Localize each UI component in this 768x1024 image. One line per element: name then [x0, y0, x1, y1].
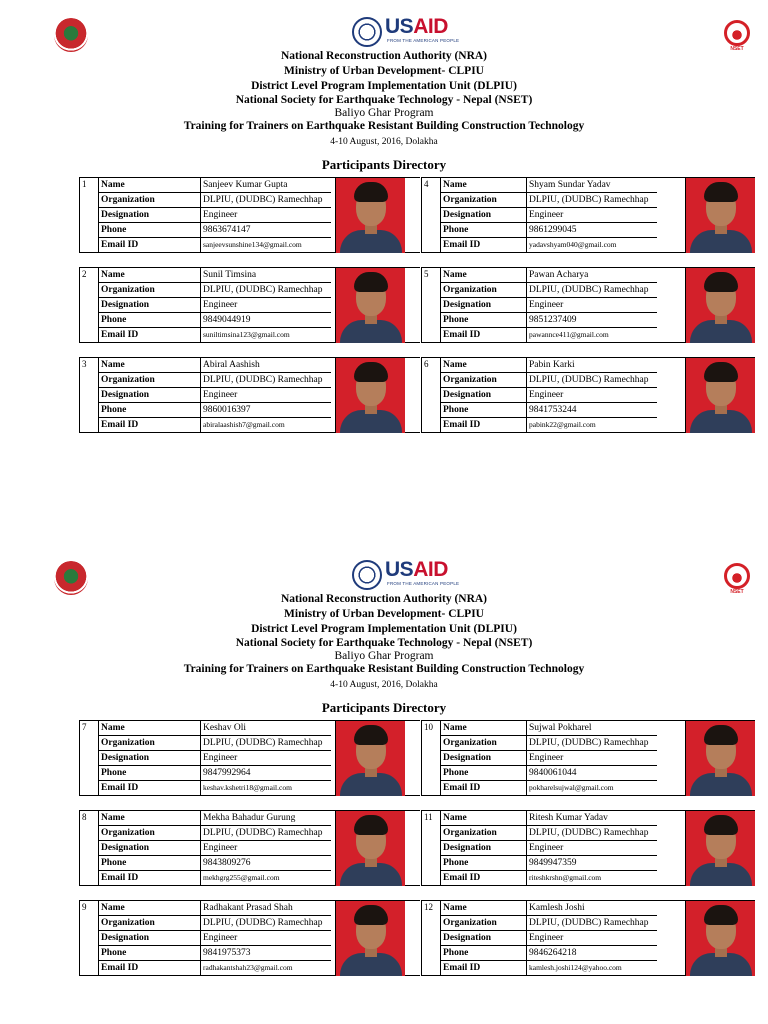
- header-line-dlpiu: District Level Program Implementation Unit (DLPIU): [251, 80, 517, 92]
- label-designation: Designation: [99, 931, 201, 945]
- participant-phone: 9849044919: [203, 315, 251, 325]
- label-designation: Designation: [441, 298, 527, 312]
- participant-organization: DLPIU, (DUDBC) Ramechhap: [203, 285, 323, 295]
- participant-card: [79, 357, 420, 433]
- header-line-nset: National Society for Earthquake Technology - Nepal (NSET): [235, 637, 533, 649]
- label-name: Name: [441, 358, 527, 372]
- label-organization: Organization: [99, 283, 201, 297]
- participant-card: [421, 720, 755, 796]
- row-organization: [441, 826, 657, 841]
- participant-email: kamlesh.joshi124@yahoo.com: [529, 963, 622, 972]
- participant-organization: DLPIU, (DUDBC) Ramechhap: [529, 195, 649, 205]
- label-name: Name: [99, 178, 201, 192]
- label-organization: Organization: [99, 826, 201, 840]
- participant-number: 1: [79, 178, 99, 253]
- participant-card: [79, 267, 420, 343]
- label-organization: Organization: [441, 373, 527, 387]
- usaid-logo-icon: [352, 15, 460, 48]
- label-phone: Phone: [441, 223, 527, 237]
- participant-designation: Engineer: [529, 390, 564, 400]
- participant-designation: Engineer: [529, 753, 564, 763]
- participant-card: [421, 900, 755, 976]
- directory-page-1: [0, 0, 768, 490]
- label-email: Email ID: [99, 238, 201, 253]
- row-organization: [99, 373, 331, 388]
- label-organization: Organization: [441, 826, 527, 840]
- participant-phone: 9851237409: [529, 315, 577, 325]
- label-organization: Organization: [441, 283, 527, 297]
- row-name: [441, 268, 657, 283]
- participant-card: [421, 177, 755, 253]
- label-name: Name: [99, 268, 201, 282]
- row-organization: [441, 916, 657, 931]
- label-email: Email ID: [99, 781, 201, 796]
- participant-photo: [685, 178, 755, 253]
- row-email: [441, 871, 657, 886]
- participant-name: Sujwal Pokharel: [529, 723, 592, 733]
- participant-email: mekhgrg255@gmail.com: [203, 873, 280, 882]
- participant-number: 2: [79, 268, 99, 343]
- label-phone: Phone: [441, 946, 527, 960]
- participant-designation: Engineer: [203, 300, 238, 310]
- participant-number: 3: [79, 358, 99, 433]
- header-line-nra: National Reconstruction Authority (NRA): [280, 593, 488, 605]
- usaid-wordmark: USAID: [385, 558, 448, 581]
- row-designation: [441, 388, 657, 403]
- participant-card: [421, 267, 755, 343]
- participant-organization: DLPIU, (DUDBC) Ramechhap: [203, 738, 323, 748]
- participant-name: Pabin Karki: [529, 360, 575, 370]
- row-email: [99, 781, 331, 796]
- label-designation: Designation: [99, 298, 201, 312]
- participant-number: 6: [421, 358, 441, 433]
- label-organization: Organization: [441, 736, 527, 750]
- usaid-logo-icon: [352, 558, 460, 591]
- row-designation: [99, 841, 331, 856]
- participant-name: Shyam Sundar Yadav: [529, 180, 611, 190]
- directory-page-2: [0, 543, 768, 1024]
- participant-card: [421, 357, 755, 433]
- label-email: Email ID: [99, 961, 201, 976]
- row-email: [99, 238, 331, 253]
- row-email: [441, 328, 657, 343]
- label-name: Name: [441, 721, 527, 735]
- row-name: [99, 901, 331, 916]
- participant-organization: DLPIU, (DUDBC) Ramechhap: [203, 195, 323, 205]
- label-phone: Phone: [441, 856, 527, 870]
- participant-designation: Engineer: [203, 210, 238, 220]
- row-email: [99, 961, 331, 976]
- nset-logo-text: NSET: [730, 589, 744, 595]
- participant-email: sanjeevsunshine134@gmail.com: [203, 240, 302, 249]
- label-phone: Phone: [99, 766, 201, 780]
- label-phone: Phone: [99, 313, 201, 327]
- participant-phone: 9846264218: [529, 948, 577, 958]
- participant-card: [421, 810, 755, 886]
- header-line-date: 4-10 August, 2016, Dolakha: [330, 680, 438, 690]
- participant-email: keshav.kshetri18@gmail.com: [203, 783, 292, 792]
- participant-organization: DLPIU, (DUDBC) Ramechhap: [203, 828, 323, 838]
- label-designation: Designation: [99, 841, 201, 855]
- participant-email: riteshkrshn@gmail.com: [529, 873, 602, 882]
- participant-phone: 9849947359: [529, 858, 577, 868]
- label-organization: Organization: [441, 193, 527, 207]
- participant-photo: [335, 178, 405, 253]
- label-name: Name: [441, 901, 527, 915]
- label-phone: Phone: [99, 946, 201, 960]
- participant-designation: Engineer: [529, 843, 564, 853]
- row-organization: [441, 736, 657, 751]
- participant-name: Ritesh Kumar Yadav: [529, 813, 608, 823]
- participant-organization: DLPIU, (DUDBC) Ramechhap: [203, 375, 323, 385]
- participant-photo: [685, 721, 755, 796]
- participant-phone: 9861299045: [529, 225, 577, 235]
- participant-card: [79, 720, 420, 796]
- label-designation: Designation: [441, 841, 527, 855]
- label-name: Name: [99, 901, 201, 915]
- participant-phone: 9860016397: [203, 405, 251, 415]
- participant-phone: 9841975373: [203, 948, 251, 958]
- participant-email: abiralaashish7@gmail.com: [203, 420, 285, 429]
- participant-name: Pawan Acharya: [529, 270, 589, 280]
- usaid-wordmark: USAID: [385, 15, 448, 38]
- directory-title: Participants Directory: [321, 700, 447, 715]
- row-phone: [441, 223, 657, 238]
- row-name: [99, 268, 331, 283]
- row-email: [441, 961, 657, 976]
- header-line-program: Baliyo Ghar Program: [334, 107, 434, 119]
- participant-designation: Engineer: [203, 390, 238, 400]
- row-designation: [441, 298, 657, 313]
- participant-name: Sunil Timsina: [203, 270, 257, 280]
- row-name: [441, 811, 657, 826]
- participant-organization: DLPIU, (DUDBC) Ramechhap: [529, 285, 649, 295]
- label-email: Email ID: [441, 871, 527, 886]
- header-line-nset: National Society for Earthquake Technology - Nepal (NSET): [235, 94, 533, 106]
- row-phone: [441, 403, 657, 418]
- participant-organization: DLPIU, (DUDBC) Ramechhap: [203, 918, 323, 928]
- row-phone: [441, 766, 657, 781]
- participant-name: Sanjeev Kumar Gupta: [203, 180, 288, 190]
- label-phone: Phone: [441, 403, 527, 417]
- label-email: Email ID: [99, 328, 201, 343]
- label-email: Email ID: [441, 781, 527, 796]
- row-email: [441, 781, 657, 796]
- participant-email: pabink22@gmail.com: [529, 420, 596, 429]
- participant-photo: [685, 901, 755, 976]
- header-line-training: Training for Trainers on Earthquake Resistant Building Construction Technology: [183, 663, 585, 675]
- label-designation: Designation: [441, 208, 527, 222]
- participant-designation: Engineer: [203, 933, 238, 943]
- participant-phone: 9863674147: [203, 225, 251, 235]
- row-name: [99, 721, 331, 736]
- row-organization: [441, 193, 657, 208]
- header-line-dlpiu: District Level Program Implementation Unit (DLPIU): [251, 623, 517, 635]
- row-name: [99, 358, 331, 373]
- nset-logo-icon: [723, 20, 751, 52]
- usaid-tagline: FROM THE AMERICAN PEOPLE: [387, 581, 460, 586]
- participant-organization: DLPIU, (DUDBC) Ramechhap: [529, 738, 649, 748]
- row-phone: [441, 313, 657, 328]
- label-name: Name: [441, 811, 527, 825]
- usaid-tagline: FROM THE AMERICAN PEOPLE: [387, 38, 460, 43]
- header-line-ministry: Ministry of Urban Development- CLPIU: [284, 65, 484, 77]
- row-designation: [99, 751, 331, 766]
- label-organization: Organization: [99, 373, 201, 387]
- participant-number: 9: [79, 901, 99, 976]
- row-organization: [99, 283, 331, 298]
- participant-email: yadavshyam040@gmail.com: [529, 240, 617, 249]
- row-organization: [441, 373, 657, 388]
- label-email: Email ID: [99, 871, 201, 886]
- participant-photo: [685, 268, 755, 343]
- participant-photo: [685, 358, 755, 433]
- label-email: Email ID: [441, 328, 527, 343]
- participant-designation: Engineer: [529, 933, 564, 943]
- nset-logo-text: NSET: [730, 46, 744, 52]
- participant-phone: 9841753244: [529, 405, 577, 415]
- row-designation: [99, 298, 331, 313]
- label-designation: Designation: [441, 931, 527, 945]
- row-phone: [99, 856, 331, 871]
- participant-number: 10: [421, 721, 441, 796]
- label-designation: Designation: [441, 388, 527, 402]
- participant-phone: 9847992964: [203, 768, 251, 778]
- participant-photo: [335, 268, 405, 343]
- participant-card: [79, 900, 420, 976]
- row-name: [441, 901, 657, 916]
- participant-number: 12: [421, 901, 441, 976]
- label-designation: Designation: [441, 751, 527, 765]
- row-phone: [441, 946, 657, 961]
- header-line-nra: National Reconstruction Authority (NRA): [280, 50, 488, 62]
- row-phone: [99, 946, 331, 961]
- row-designation: [441, 931, 657, 946]
- row-email: [99, 418, 331, 433]
- label-organization: Organization: [441, 916, 527, 930]
- label-phone: Phone: [441, 766, 527, 780]
- participant-photo: [335, 358, 405, 433]
- header-line-date: 4-10 August, 2016, Dolakha: [330, 137, 438, 147]
- label-email: Email ID: [99, 418, 201, 433]
- row-phone: [99, 403, 331, 418]
- label-designation: Designation: [99, 751, 201, 765]
- nset-logo-icon: [723, 563, 751, 595]
- row-name: [99, 811, 331, 826]
- participant-email: pawannce411@gmail.com: [529, 330, 609, 339]
- directory-title: Participants Directory: [321, 157, 447, 172]
- row-name: [441, 358, 657, 373]
- nepal-government-emblem-icon: [54, 561, 88, 595]
- label-name: Name: [441, 178, 527, 192]
- participant-email: suniltimsina123@gmail.com: [203, 330, 290, 339]
- participant-name: Keshav Oli: [203, 723, 247, 733]
- label-name: Name: [99, 721, 201, 735]
- participant-organization: DLPIU, (DUDBC) Ramechhap: [529, 375, 649, 385]
- row-designation: [99, 931, 331, 946]
- participant-designation: Engineer: [529, 300, 564, 310]
- participant-designation: Engineer: [203, 843, 238, 853]
- label-phone: Phone: [99, 856, 201, 870]
- participant-number: 4: [421, 178, 441, 253]
- participant-phone: 9843809276: [203, 858, 251, 868]
- label-email: Email ID: [441, 238, 527, 253]
- participant-photo: [335, 721, 405, 796]
- label-phone: Phone: [99, 403, 201, 417]
- header-line-ministry: Ministry of Urban Development- CLPIU: [284, 608, 484, 620]
- nepal-government-emblem-icon: [54, 18, 88, 52]
- row-email: [441, 418, 657, 433]
- usaid-seal-icon: [352, 17, 382, 47]
- participant-number: 8: [79, 811, 99, 886]
- participant-card: [79, 177, 420, 253]
- label-name: Name: [441, 268, 527, 282]
- row-phone: [441, 856, 657, 871]
- participant-name: Abiral Aashish: [203, 360, 260, 370]
- participant-photo: [335, 901, 405, 976]
- label-organization: Organization: [99, 193, 201, 207]
- label-designation: Designation: [99, 208, 201, 222]
- participant-card: [79, 810, 420, 886]
- participant-name: Radhakant Prasad Shah: [203, 903, 293, 913]
- row-designation: [441, 751, 657, 766]
- participant-number: 5: [421, 268, 441, 343]
- participant-designation: Engineer: [529, 210, 564, 220]
- row-designation: [441, 841, 657, 856]
- label-email: Email ID: [441, 961, 527, 976]
- label-phone: Phone: [441, 313, 527, 327]
- label-phone: Phone: [99, 223, 201, 237]
- row-email: [99, 328, 331, 343]
- row-email: [441, 238, 657, 253]
- row-organization: [99, 826, 331, 841]
- participant-photo: [685, 811, 755, 886]
- header-line-training: Training for Trainers on Earthquake Resistant Building Construction Technology: [183, 120, 585, 132]
- usaid-seal-icon: [352, 560, 382, 590]
- row-organization: [441, 283, 657, 298]
- participant-number: 7: [79, 721, 99, 796]
- row-phone: [99, 766, 331, 781]
- participant-email: pokharelsujwal@gmail.com: [529, 783, 614, 792]
- participant-organization: DLPIU, (DUDBC) Ramechhap: [529, 918, 649, 928]
- participant-phone: 9840061044: [529, 768, 577, 778]
- row-organization: [99, 916, 331, 931]
- participant-number: 11: [421, 811, 441, 886]
- row-phone: [99, 223, 331, 238]
- label-organization: Organization: [99, 736, 201, 750]
- label-designation: Designation: [99, 388, 201, 402]
- participant-name: Kamlesh Joshi: [529, 903, 585, 913]
- label-email: Email ID: [441, 418, 527, 433]
- participant-name: Mekha Bahadur Gurung: [203, 813, 296, 823]
- row-name: [441, 178, 657, 193]
- row-name: [99, 178, 331, 193]
- row-organization: [99, 736, 331, 751]
- row-phone: [99, 313, 331, 328]
- row-email: [99, 871, 331, 886]
- header-line-program: Baliyo Ghar Program: [334, 650, 434, 662]
- row-designation: [441, 208, 657, 223]
- label-name: Name: [99, 811, 201, 825]
- participant-designation: Engineer: [203, 753, 238, 763]
- participant-email: radhakantshah23@gmail.com: [203, 963, 293, 972]
- row-organization: [99, 193, 331, 208]
- row-designation: [99, 388, 331, 403]
- participant-photo: [335, 811, 405, 886]
- label-organization: Organization: [99, 916, 201, 930]
- participant-organization: DLPIU, (DUDBC) Ramechhap: [529, 828, 649, 838]
- label-name: Name: [99, 358, 201, 372]
- row-designation: [99, 208, 331, 223]
- row-name: [441, 721, 657, 736]
